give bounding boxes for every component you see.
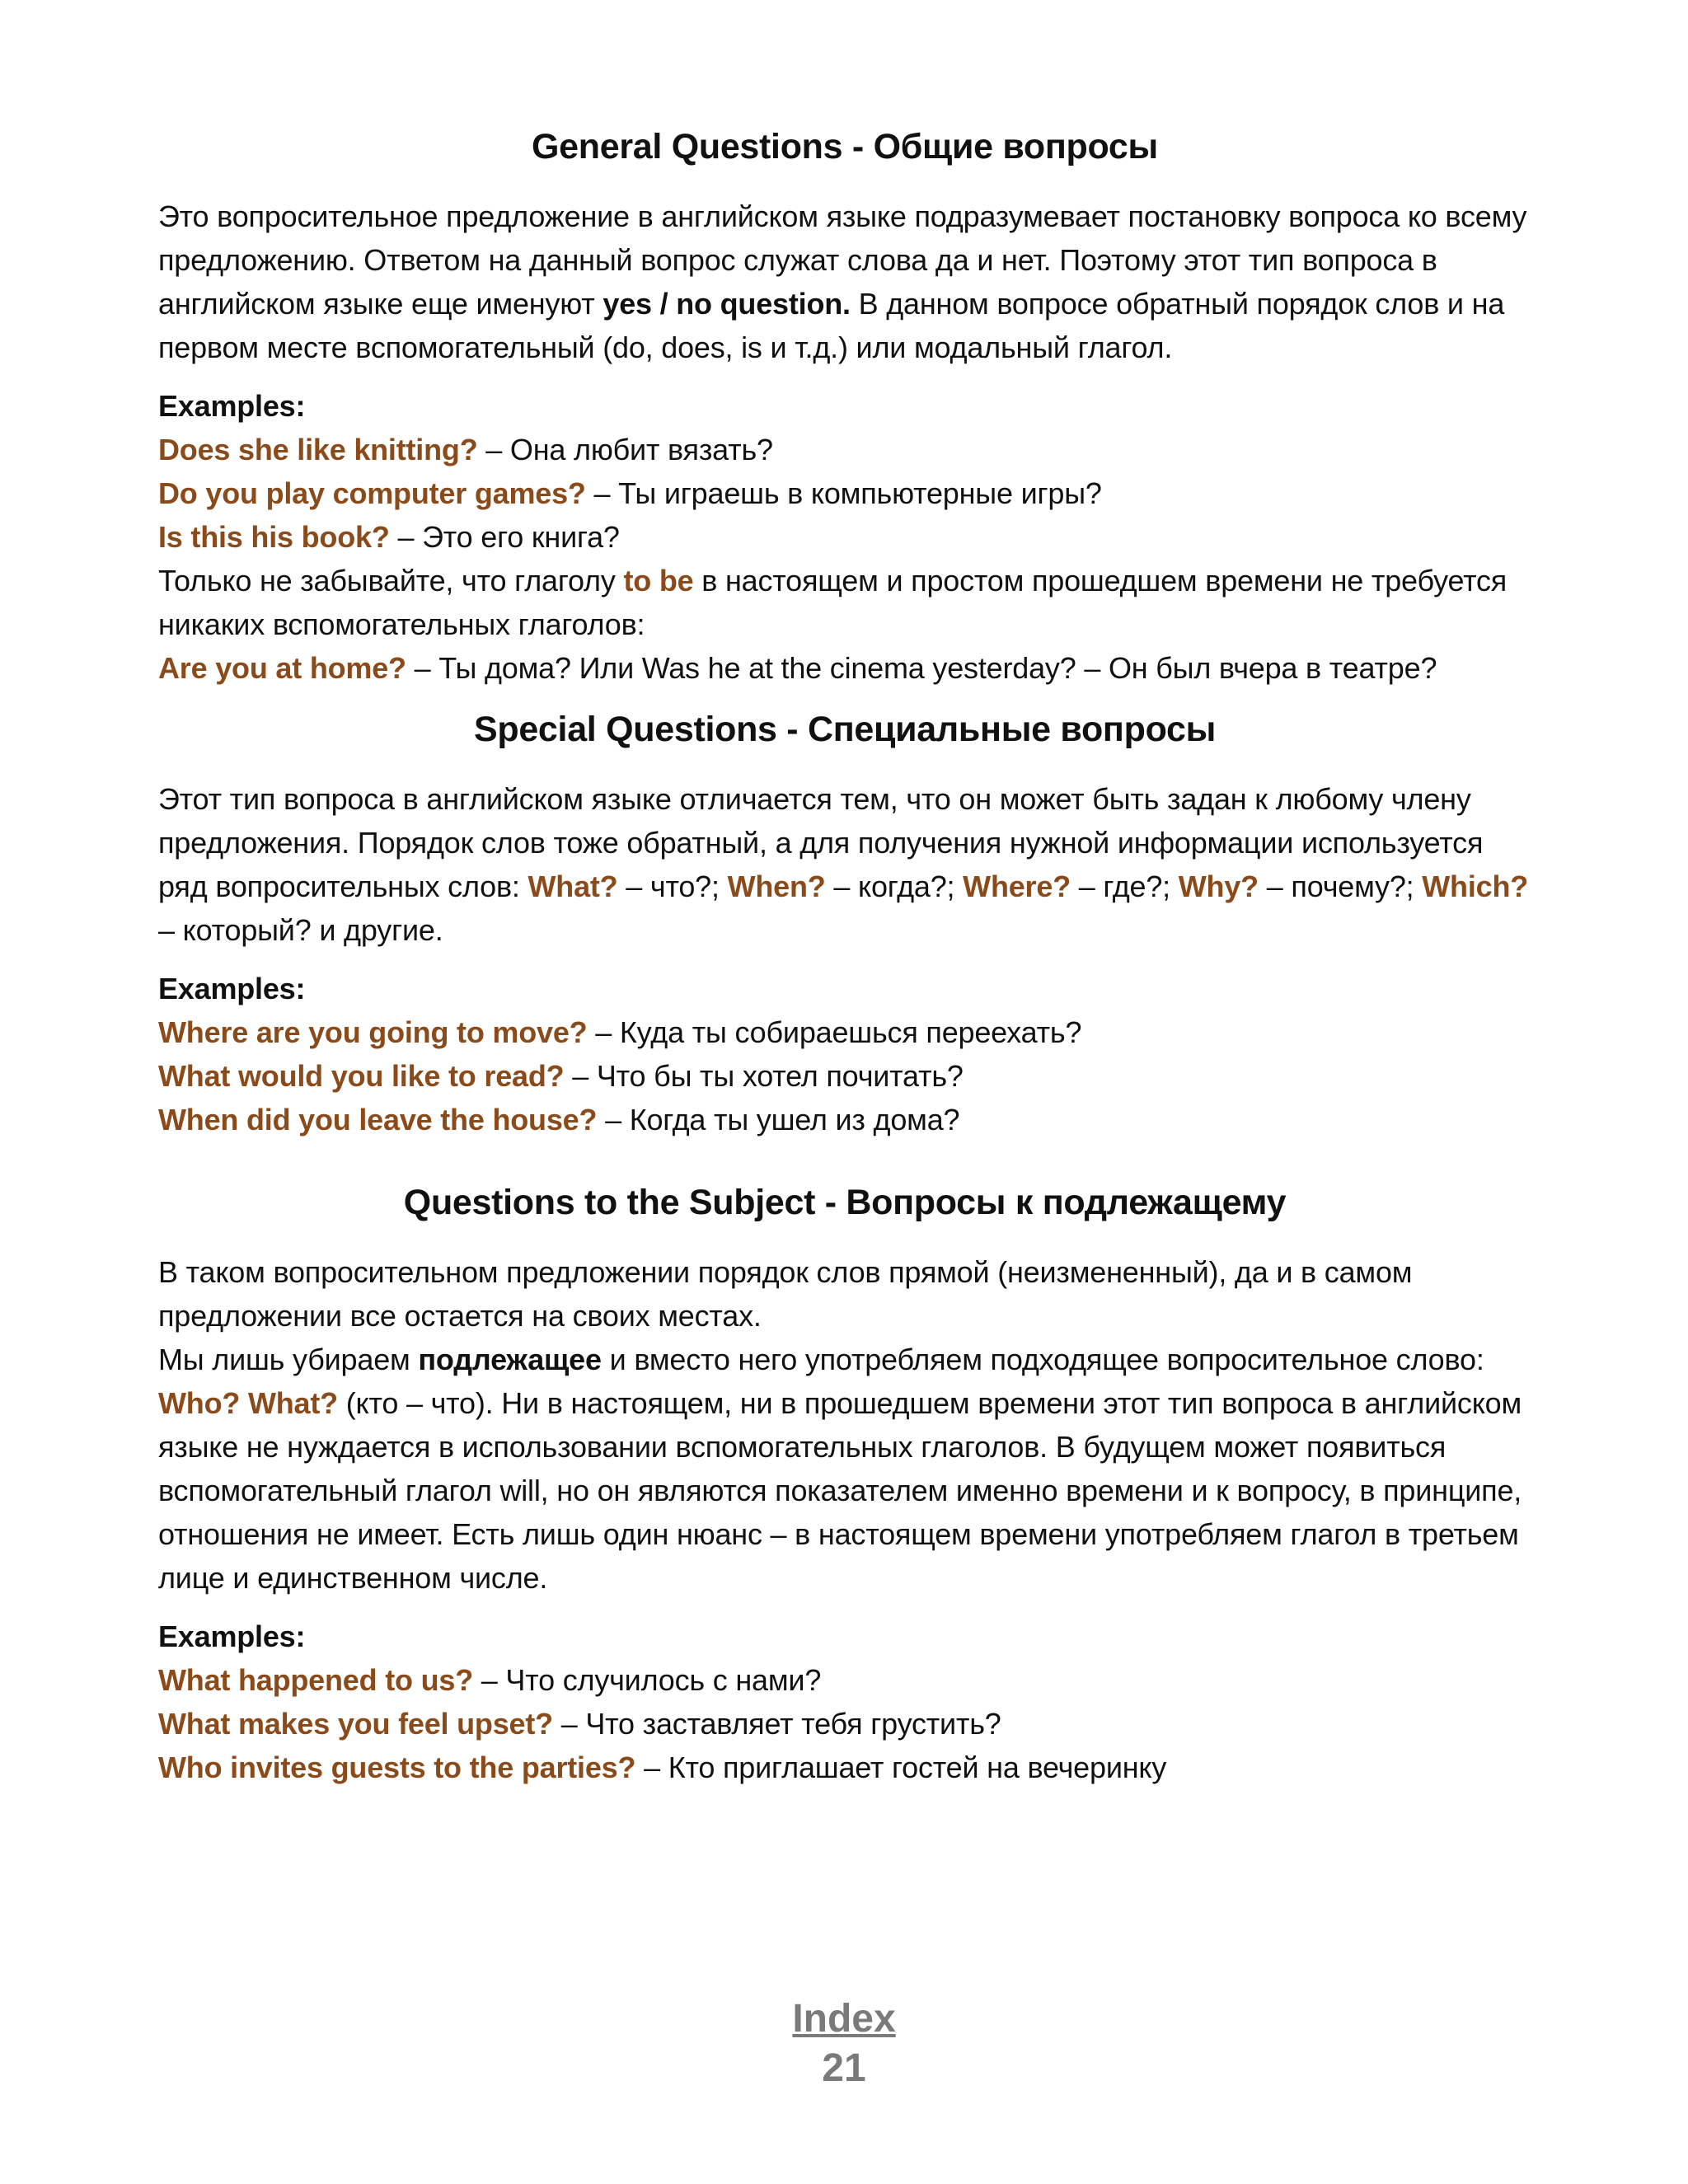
- example-english: Does she like knitting?: [158, 433, 478, 466]
- example-line: [158, 1658, 1531, 1702]
- section-title-questions-to-subject: Questions to the Subject - Вопросы к подлежащему: [403, 1183, 1287, 1222]
- examples-label: Examples:: [158, 972, 306, 1005]
- example-line: [158, 1702, 1531, 1746]
- section-intro-paragraph: [158, 777, 1531, 952]
- example-line: [158, 646, 1531, 690]
- example-russian: – Ты дома? Или Was he at the cinema yesterday? – Он был вчера в театре?: [406, 651, 1437, 685]
- examples-label: Examples:: [158, 1619, 306, 1653]
- example-line: [158, 1098, 1531, 1141]
- example-line: [158, 428, 1531, 471]
- examples-label: Examples:: [158, 389, 306, 423]
- question-word: When?: [727, 869, 826, 903]
- intro-text: В данном вопросе обратный порядок слов и на первом месте вспомогательный (do, does, is и т.д.) или модальный глагол.: [158, 287, 1505, 364]
- question-word-translation: – почему?;: [1258, 869, 1423, 903]
- question-word: Which?: [1422, 869, 1529, 903]
- example-line: [158, 471, 1531, 515]
- body-text: и вместо него употребляем подходящее вопросительное слово:: [601, 1343, 1484, 1376]
- example-line: [158, 1010, 1531, 1054]
- intro-bold-term: yes / no question.: [603, 287, 851, 321]
- example-russian: – Она любит вязать?: [477, 433, 773, 466]
- section-intro-paragraph: В таком вопросительном предложении порядок слов прямой (неизмененный), да и в самом предложении все остается на своих местах.: [158, 1255, 1413, 1333]
- example-russian: – Кто приглашает гостей на вечеринку: [635, 1750, 1167, 1784]
- page-footer: [0, 1994, 1688, 2093]
- example-russian: – Куда ты собираешься переехать?: [587, 1015, 1082, 1049]
- section-body-paragraph: [158, 1338, 1531, 1600]
- note-text: Только не забывайте, что глаголу: [158, 564, 624, 598]
- example-english: What makes you feel upset?: [158, 1707, 553, 1741]
- section-title-special-questions: Special Questions - Специальные вопросы: [473, 710, 1217, 749]
- body-text: Мы лишь убираем: [158, 1343, 419, 1376]
- example-russian: – Это его книга?: [389, 520, 620, 554]
- question-word-translation: – что?;: [617, 869, 728, 903]
- section-intro-paragraph: [158, 194, 1531, 369]
- note-paragraph: [158, 559, 1531, 646]
- example-russian: – Что бы ты хотел почитать?: [564, 1059, 964, 1093]
- example-english: Who invites guests to the parties?: [158, 1750, 636, 1784]
- question-word: Who? What?: [158, 1386, 338, 1420]
- example-english: What would you like to read?: [158, 1059, 565, 1093]
- example-english: Is this his book?: [158, 520, 390, 554]
- example-russian: – Что заставляет тебя грустить?: [552, 1707, 1001, 1741]
- example-line: [158, 1746, 1531, 1789]
- example-english: Where are you going to move?: [158, 1015, 588, 1049]
- example-english: Are you at home?: [158, 651, 406, 685]
- example-english: What happened to us?: [158, 1663, 473, 1697]
- example-russian: – Что случилось с нами?: [472, 1663, 822, 1697]
- question-word-translation: – когда?;: [825, 869, 964, 903]
- section-title-general-questions: General Questions - Общие вопросы: [532, 127, 1158, 166]
- index-link[interactable]: Index: [792, 1997, 896, 2041]
- example-english: Do you play computer games?: [158, 476, 586, 510]
- example-russian: – Когда ты ушел из дома?: [597, 1103, 960, 1137]
- intro-text: Это вопросительное предложение в английском языке подразумевает постановку вопроса ко всему предложению. Ответом на данный вопрос служат слова да и нет. Поэтому этот тип вопроса в английском языке еще именуют: [158, 199, 1527, 321]
- question-word: What?: [528, 869, 618, 903]
- body-text: (кто – что). Ни в настоящем, ни в прошедшем времени этот тип вопроса в английском языке не нуждается в использовании вспомогательных глаголов. В будущем может появиться вспомогательный глагол will, но он являются показателем именно времени и к вопросу, в принципе, отношения не имеет. Есть лишь один нюанс – в настоящем времени употребляем глагол в третьем лице и единственном числе.: [158, 1386, 1522, 1595]
- page-number: 21: [822, 2046, 866, 2090]
- intro-text: Этот тип вопроса в английском языке отличается тем, что он может быть задан к любому члену предложения. Порядок слов тоже обратный, а для получения нужной информации используется ряд вопросительных слов:: [158, 782, 1484, 903]
- question-word-translation: – который? и другие.: [158, 913, 443, 947]
- question-word: Why?: [1178, 869, 1259, 903]
- example-russian: – Ты играешь в компьютерные игры?: [585, 476, 1102, 510]
- example-line: [158, 515, 1531, 559]
- question-word: Where?: [963, 869, 1071, 903]
- example-line: [158, 1054, 1531, 1098]
- question-word-translation: – где?;: [1070, 869, 1179, 903]
- note-highlight: to be: [623, 564, 694, 598]
- example-english: When did you leave the house?: [158, 1103, 598, 1137]
- body-bold-term: подлежащее: [418, 1343, 602, 1376]
- note-text: в настоящем и простом прошедшем времени не требуется никаких вспомогательных глаголов:: [158, 564, 1507, 641]
